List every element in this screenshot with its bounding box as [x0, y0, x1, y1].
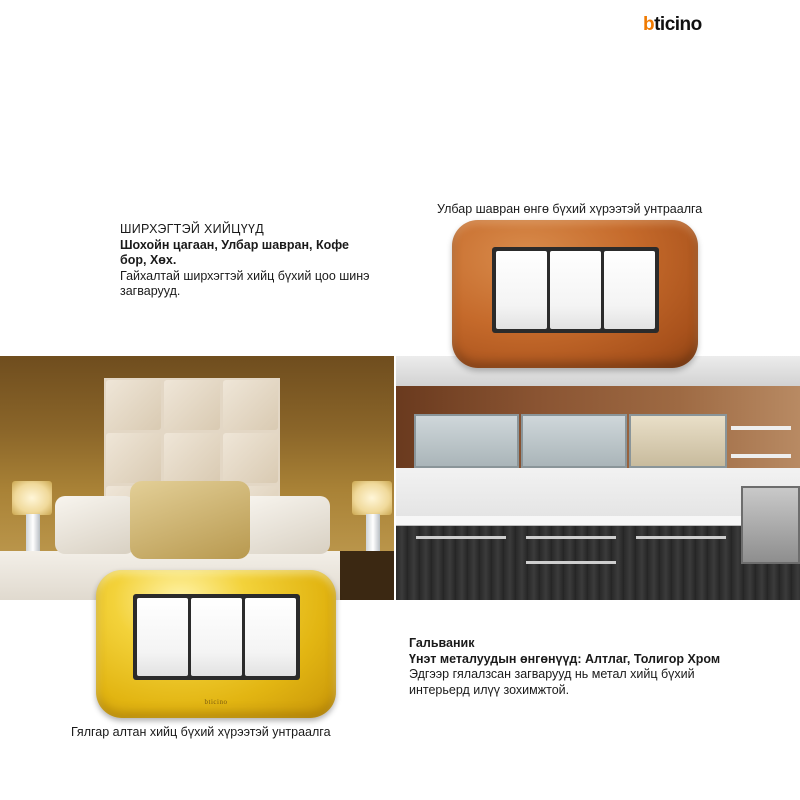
- bticino-logo: [643, 14, 702, 36]
- wall-shelf: [731, 426, 791, 430]
- gold-switch-plate: [96, 570, 336, 718]
- countertop: [396, 516, 800, 526]
- galvanic-heading: Гальваник: [409, 636, 475, 650]
- upper-cabinet: [629, 414, 727, 468]
- pillow: [55, 496, 135, 554]
- switch-frame: [133, 594, 300, 680]
- galvanic-description: Эдгээр гялалзсан загварууд нь метал хийц бүхий интерьерд илүү зохимжтой.: [409, 667, 695, 697]
- cabinet-handle: [526, 561, 616, 564]
- rocker-switch: [496, 251, 547, 329]
- nightstand: [340, 551, 394, 600]
- gold-plate-caption: Гялгар алтан хийц бүхий хүрээтэй унтраалга: [71, 725, 331, 739]
- rocker-switch: [604, 251, 655, 329]
- galvanic-finishes-text: [409, 636, 739, 698]
- rocker-switch: [191, 598, 242, 676]
- upper-cabinet: [521, 414, 627, 468]
- lamp-right: [352, 481, 392, 515]
- switch-frame: [492, 247, 659, 333]
- orange-switch-plate: [452, 220, 698, 368]
- cabinet-handle: [636, 536, 726, 539]
- lamp-base-right: [366, 514, 380, 554]
- lamp-left: [12, 481, 52, 515]
- textured-heading: ШИРХЭГТЭЙ ХИЙЦҮҮД: [120, 222, 264, 236]
- bedroom-photo: [0, 356, 394, 600]
- pillow: [240, 496, 330, 554]
- gold-pillow: [130, 481, 250, 559]
- orange-plate-caption: Улбар шавран өнгө бүхий хүрээтэй унтраалга: [437, 202, 703, 216]
- logo-prefix: b: [643, 14, 655, 35]
- wall-shelf: [731, 454, 791, 458]
- logo-rest: ticino: [654, 14, 702, 35]
- textured-colors: Шохойн цагаан, Улбар шавран, Кофе бор, Хөх.: [120, 237, 349, 267]
- upper-cabinet: [414, 414, 519, 468]
- lamp-base-left: [26, 514, 40, 554]
- cabinet-handle: [416, 536, 506, 539]
- backsplash: [396, 468, 800, 518]
- textured-description: Гайхалтай ширхэгтэй хийц бүхий цоо шинэ загварууд.: [120, 268, 370, 298]
- galvanic-colors: Үнэт металуудын өнгөнүүд: Алтлаг, Толигор Хром: [409, 651, 721, 666]
- rocker-switch: [137, 598, 188, 676]
- cabinet-handle: [526, 536, 616, 539]
- oven: [741, 486, 800, 564]
- rocker-switch: [245, 598, 296, 676]
- kitchen-photo: [396, 356, 800, 600]
- plate-brand-mark: bticino: [204, 698, 228, 706]
- textured-finishes-text: [120, 222, 370, 300]
- rocker-switch: [550, 251, 601, 329]
